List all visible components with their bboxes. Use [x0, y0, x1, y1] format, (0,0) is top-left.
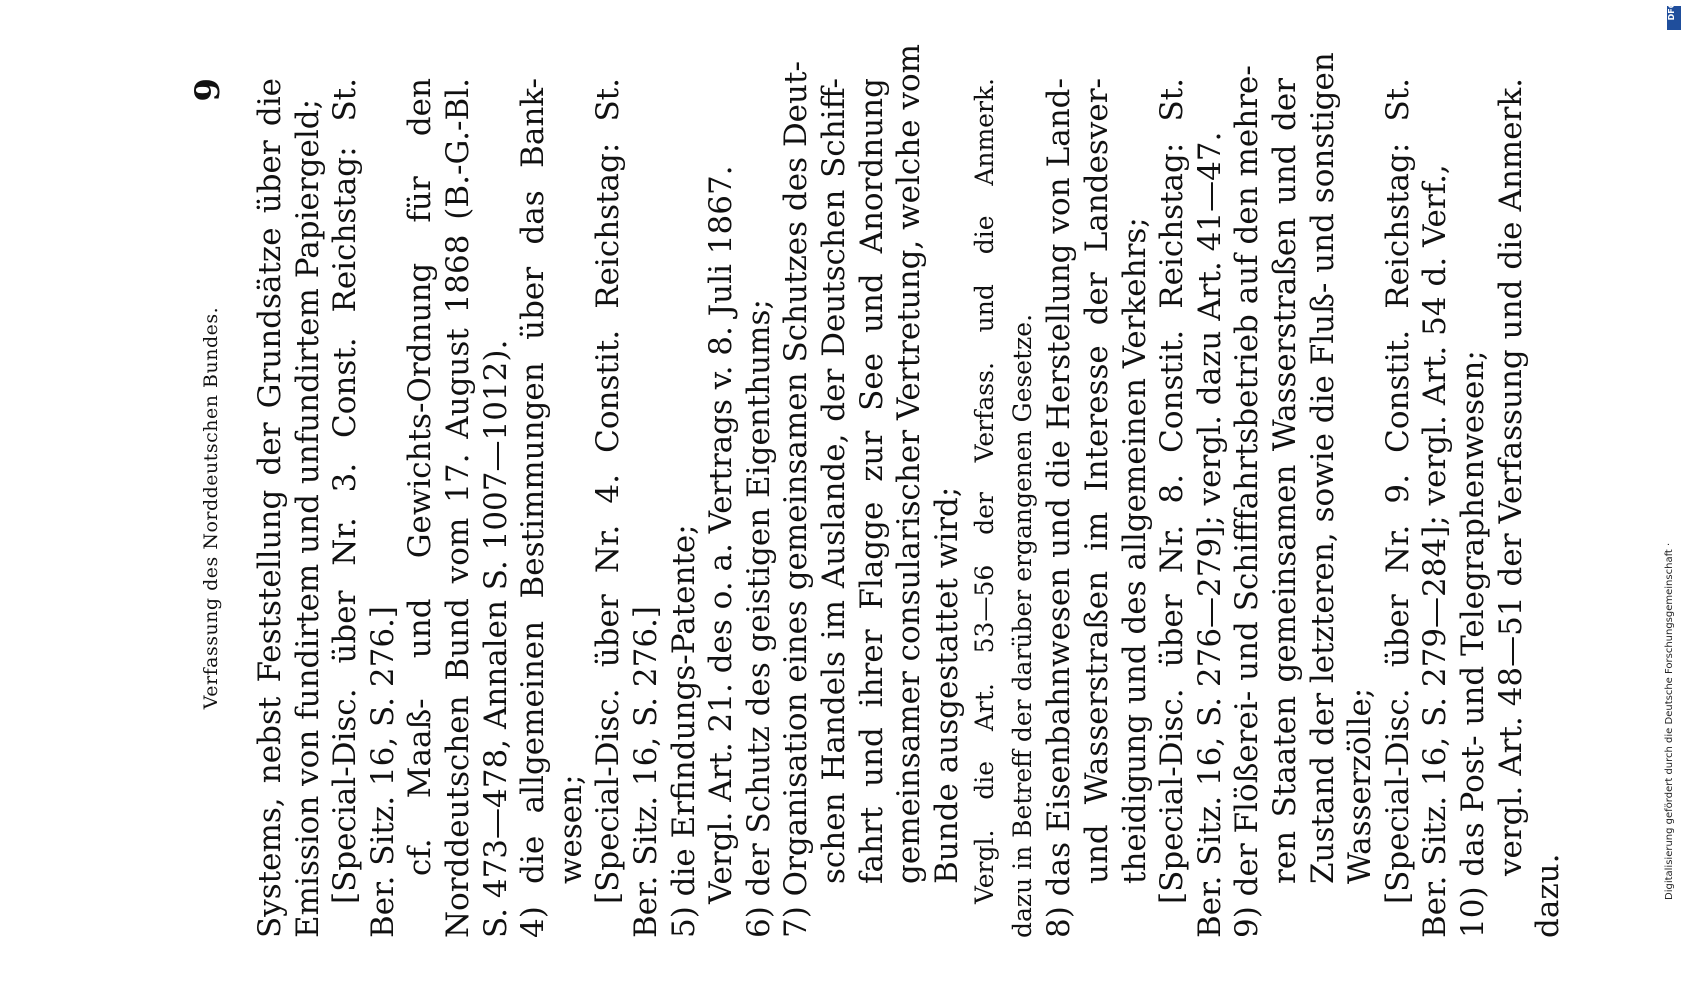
page-body: [252, 43, 1568, 938]
text-line: Ber. Sitz. 16, S. 276.]: [364, 605, 401, 938]
text-line: Bunde ausgestattet wird;: [928, 486, 965, 884]
page-header: [188, 78, 238, 938]
text-line: Ber. Sitz. 16, S. 276—279]; vergl. dazu Art. 41—47.: [1191, 131, 1228, 938]
text-line: Zustand der letzteren, sowie die Fluß- und sonstigen: [1304, 52, 1341, 884]
text-line: [Special-Disc. über Nr. 4. Constit. Reichstag: St.: [590, 78, 627, 904]
text-line: vergl. Art. 48—51 der Verfassung und die Anmerk.: [1492, 78, 1529, 876]
text-line: Vergl. Art. 21. des o. a. Vertrags v. 8. Juli 1867.: [703, 165, 740, 904]
scanned-page: [188, 43, 1598, 938]
text-line: schen Handels im Auslande, der Deutschen Schiff-: [815, 78, 852, 884]
text-line: Emission von fundirtem und unfundirtem Papiergeld;: [289, 98, 326, 938]
running-title: Verfassung des Norddeutschen Bundes.: [200, 306, 222, 710]
text-line: Systems, nebst Feststellung der Grundsätze über die: [252, 78, 288, 938]
text-line: dazu in Betreff der darüber ergangenen Gesetze.: [1007, 313, 1037, 938]
text-line: 6) der Schutz des geistigen Eigenthums;: [740, 299, 777, 938]
text-line: 5) die Erfindungs-Patente;: [665, 524, 702, 938]
text-line: 7) Organisation eines gemeinsamen Schutzes des Deut-: [778, 61, 815, 938]
text-line: theidigung und des allgemeinen Verkehrs;: [1116, 217, 1153, 884]
text-line: [Special-Disc. über Nr. 8. Constit. Reichstag: St.: [1154, 78, 1191, 904]
digitization-credit: Digitalisierung gefördert durch die Deutsche Forschungsgemeinschaft ·: [1664, 542, 1675, 900]
text-line: cf. Maaß- und Gewichts-Ordnung für den: [402, 78, 439, 876]
dfg-logo: [1667, 1, 1681, 30]
text-line: 9) der Flößerei- und Schifffahrtsbetrieb auf den mehre-: [1229, 65, 1266, 938]
text-line: und Wasserstraßen im Interesse der Landesver-: [1079, 78, 1116, 884]
text-line: Norddeutschen Bund vom 17. August 1868 (B.-G.-Bl.: [439, 78, 476, 938]
page-number: 9: [188, 78, 228, 102]
text-line: [Special-Disc. über Nr. 9. Constit. Reichstag: St.: [1379, 78, 1416, 904]
text-line: S. 473—478, Annalen S. 1007—1012).: [477, 339, 514, 938]
text-line: [Special-Disc. über Nr. 3. Const. Reichstag: St.: [327, 78, 364, 904]
text-line: 4) die allgemeinen Bestimmungen über das Bank-: [515, 78, 552, 938]
text-line: wesen;: [552, 774, 589, 884]
text-line: Ber. Sitz. 16, S. 276.]: [627, 605, 664, 938]
dfg-logo-text: DFG: [1667, 1, 1676, 21]
text-line: 10) das Post- und Telegraphenwesen;: [1455, 350, 1491, 938]
text-line: ren Staaten gemeinsamen Wasserstraßen und der: [1267, 78, 1304, 884]
text-line: Wasserzölle;: [1342, 687, 1379, 884]
text-line: Vergl. die Art. 53—56 der Verfass. und die Anmerk.: [970, 78, 1000, 904]
text-line: gemeinsamer consularischer Vertretung, welche vom: [891, 43, 928, 884]
text-line: Ber. Sitz. 16, S. 279—284]; vergl. Art. 54 d. Verf.,: [1417, 164, 1454, 938]
text-line: fahrt und ihrer Flagge zur See und Anordnung: [853, 78, 890, 884]
text-line: 8) das Eisenbahnwesen und die Herstellung von Land-: [1041, 78, 1078, 938]
text-line: dazu.: [1530, 853, 1567, 938]
